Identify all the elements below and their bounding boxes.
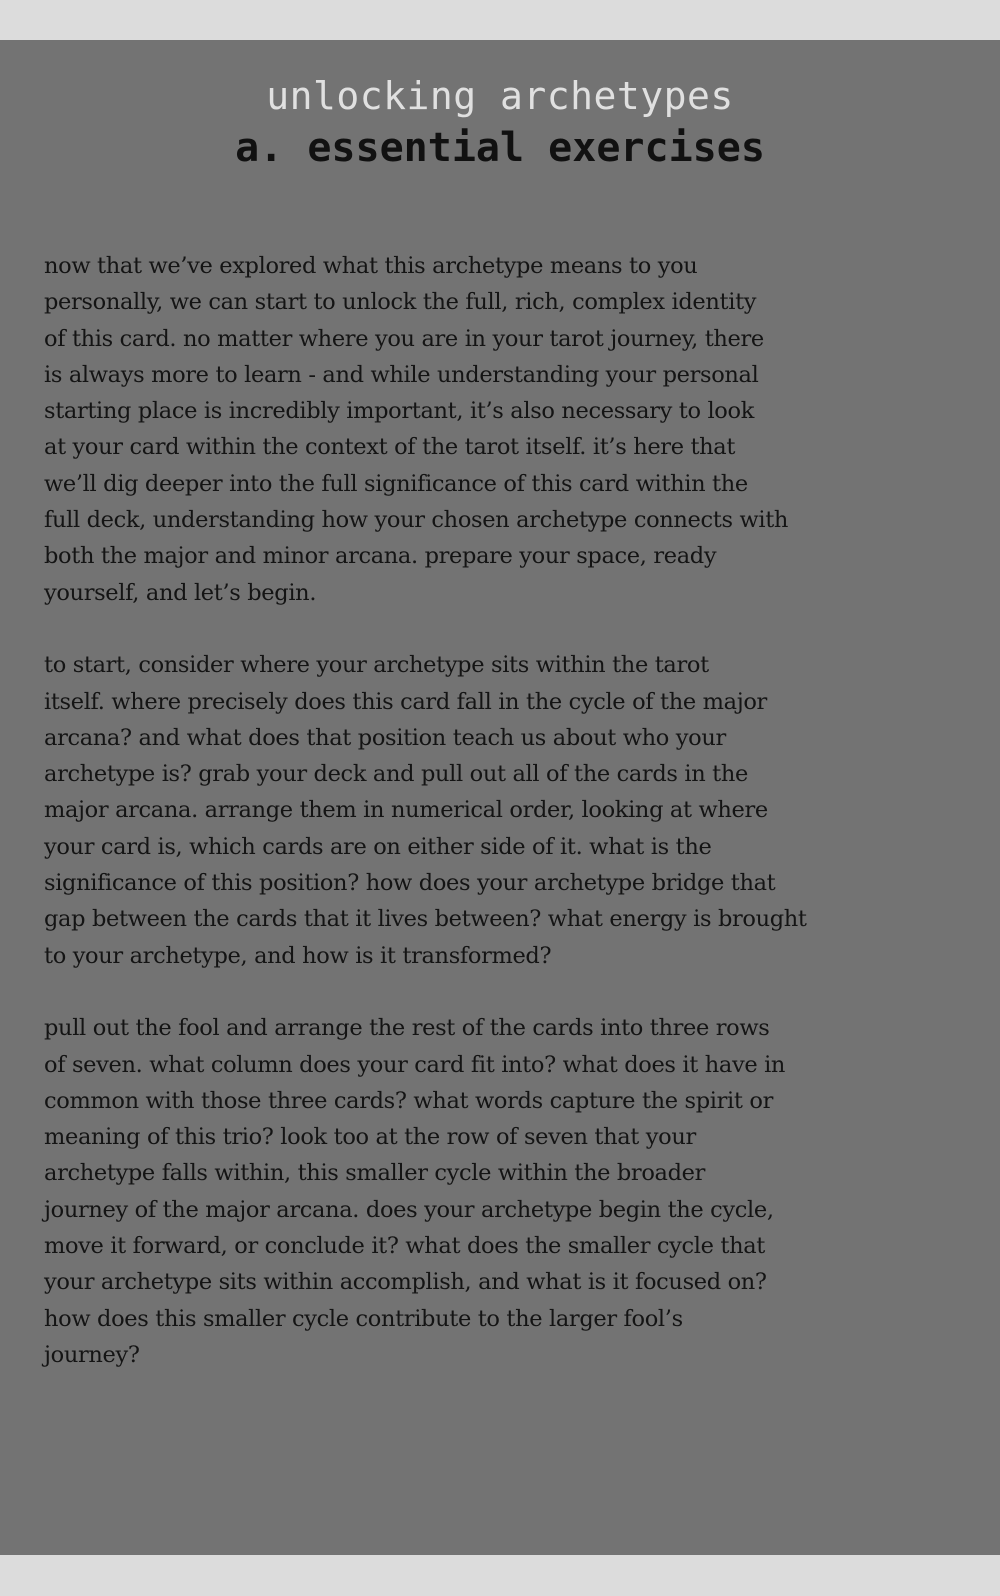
page-title: unlocking archetypes	[266, 74, 734, 118]
paragraph-rows: pull out the fool and arrange the rest of the cards into three rows of seven. what column does your card fit into? what does it have in common with those three cards? what words capture the spirit or meaning of this trio? look too at the row of seven that your archetype falls within, this smaller cycle within the broader journey of the major arcana. does your archetype begin the cycle, move it forward, or conclude it? what does the smaller cycle that your archetype sits within accomplish, and what is it focused on? how does this smaller cycle contribute to the larger fool’s journey?	[44, 1015, 786, 1368]
paragraph-intro: now that we’ve explored what this archetype means to you personally, we can start to unlock the full, rich, complex identity of this card. no matter where you are in your tarot journey, there is always more to learn - and while understanding your personal starting place is incredibly important, it’s also necessary to look at your card within the context of the tarot itself. it’s here that we’ll dig deeper into the full significance of this card within the full deck, understanding how your chosen archetype connects with both the major and minor arcana. prepare your space, ready yourself, and let’s begin.	[44, 253, 789, 606]
paragraph-position: to start, consider where your archetype sits within the tarot itself. where precisely does this card fall in the cycle of the major arcana? and what does that position teach us about who your archetype is? grab your deck and pull out all of the cards in the major arcana. arrange them in numerical order, looking at where your card is, which cards are on either side of it. what is the significance of this position? how does your archetype bridge that gap between the cards that it lives between? what energy is brought to your archetype, and how is it transformed?	[44, 652, 807, 969]
document-page	[0, 40, 1000, 1555]
body-text	[44, 248, 979, 1410]
section-subtitle: a. essential exercises	[235, 125, 765, 171]
